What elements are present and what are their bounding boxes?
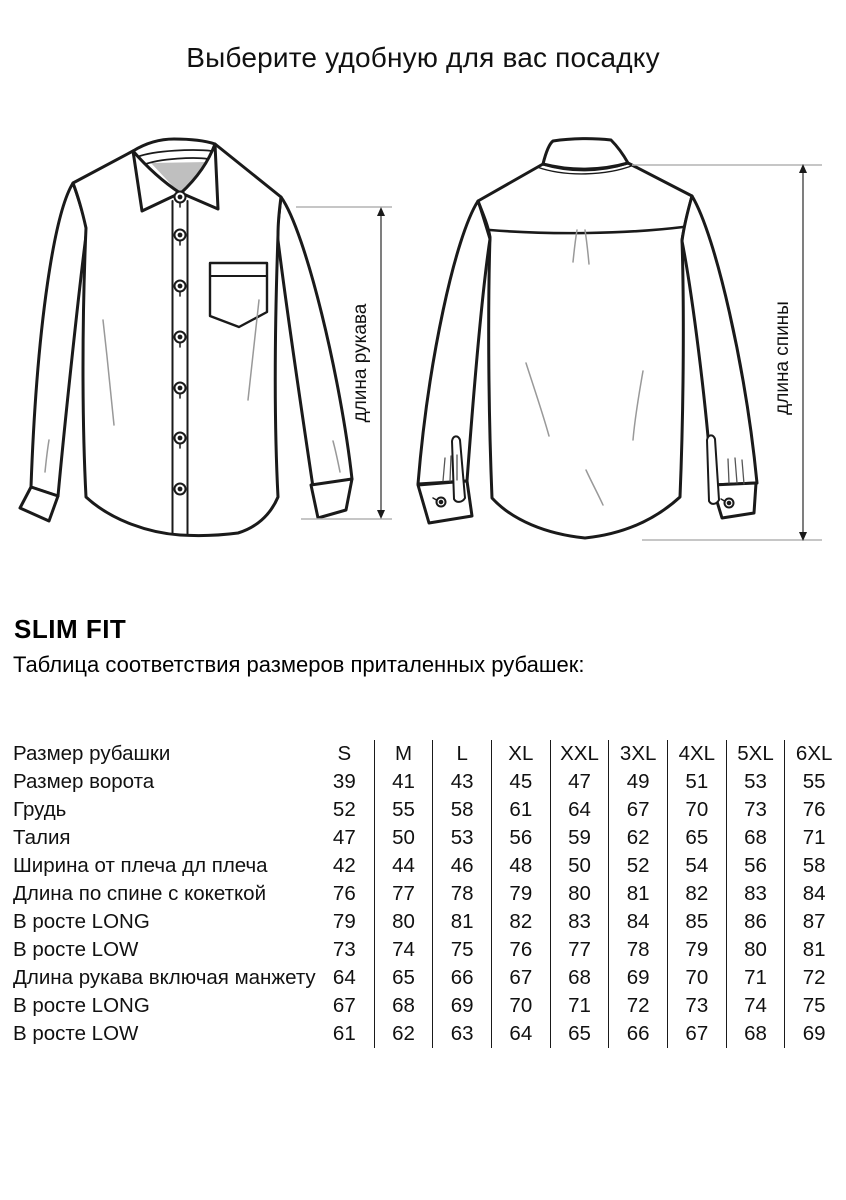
size-cell: 84 [784, 880, 843, 908]
size-cell: 87 [784, 908, 843, 936]
size-cell: 67 [332, 994, 356, 1017]
size-cell: 81 [608, 880, 667, 908]
size-cell: 69 [432, 992, 491, 1020]
table-row [13, 992, 843, 1020]
size-cell: 52 [608, 852, 667, 880]
size-cell: 67 [667, 1020, 726, 1048]
row-label: В росте LONG [13, 910, 150, 933]
size-cell: 67 [491, 964, 550, 992]
size-cell: 62 [608, 824, 667, 852]
size-cell: 53 [726, 768, 785, 796]
size-cell: 59 [550, 824, 609, 852]
size-cell: 69 [608, 964, 667, 992]
sleeve-length-label: длина рукава [350, 303, 371, 423]
table-row [13, 740, 843, 768]
size-cell: 54 [667, 852, 726, 880]
size-cell: 47 [332, 826, 356, 849]
size-cell: 80 [550, 880, 609, 908]
size-cell: 50 [550, 852, 609, 880]
size-cell: 55 [784, 768, 843, 796]
size-cell: 58 [432, 796, 491, 824]
front-right-sleeve [277, 197, 352, 487]
size-cell: 41 [374, 768, 433, 796]
size-cell: 71 [784, 824, 843, 852]
page-title: Выберите удобную для вас посадку [186, 42, 660, 73]
size-cell: 66 [608, 1020, 667, 1048]
table-row [13, 852, 843, 880]
row-label: Размер рубашки [13, 742, 171, 765]
size-cell: 78 [608, 936, 667, 964]
size-cell: 43 [432, 768, 491, 796]
size-cell: 45 [491, 768, 550, 796]
size-cell: 62 [374, 1020, 433, 1048]
table-row [13, 936, 843, 964]
size-cell: 82 [667, 880, 726, 908]
size-cell: 76 [332, 882, 356, 905]
size-cell: 79 [491, 880, 550, 908]
size-cell: 5XL [726, 740, 785, 768]
size-cell: 85 [667, 908, 726, 936]
size-cell: 82 [491, 908, 550, 936]
size-cell: 71 [550, 992, 609, 1020]
size-cell: M [374, 740, 433, 768]
row-label: В росте LOW [13, 938, 139, 961]
size-cell: 74 [726, 992, 785, 1020]
size-cell: 73 [726, 796, 785, 824]
size-cell: 70 [667, 964, 726, 992]
table-row [13, 1020, 843, 1048]
table-row [13, 796, 843, 824]
table-caption: Таблица соответствия размеров приталенных рубашек: [13, 652, 585, 677]
size-cell: 65 [550, 1020, 609, 1048]
size-cell: 75 [432, 936, 491, 964]
size-cell: 3XL [608, 740, 667, 768]
chest-pocket [210, 263, 267, 327]
shirt-back-drawing [418, 139, 757, 538]
size-cell: 70 [667, 796, 726, 824]
table-row [13, 880, 843, 908]
row-label: В росте LONG [13, 994, 150, 1017]
size-cell: 55 [374, 796, 433, 824]
row-label: Размер ворота [13, 770, 155, 793]
size-cell: 75 [784, 992, 843, 1020]
size-cell: 46 [432, 852, 491, 880]
size-cell: 76 [491, 936, 550, 964]
back-body [478, 163, 692, 538]
table-row [13, 964, 843, 992]
back-right-sleeve [682, 196, 757, 485]
table-row [13, 824, 843, 852]
row-label: Грудь [13, 798, 67, 821]
table-row [13, 768, 843, 796]
size-cell: 74 [374, 936, 433, 964]
size-cell: 53 [432, 824, 491, 852]
size-cell: 58 [784, 852, 843, 880]
size-cell: 83 [550, 908, 609, 936]
size-cell: 84 [608, 908, 667, 936]
size-cell: 76 [784, 796, 843, 824]
fit-heading: SLIM FIT [14, 614, 127, 644]
row-label: Длина по спине с кокеткой [13, 882, 267, 905]
size-cell: 49 [608, 768, 667, 796]
size-cell: S [337, 742, 352, 765]
size-cell: 61 [332, 1022, 356, 1045]
size-cell: 52 [332, 798, 356, 821]
row-label: Ширина от плеча дл плеча [13, 854, 268, 877]
size-cell: 50 [374, 824, 433, 852]
size-cell: 72 [784, 964, 843, 992]
size-table [13, 740, 843, 1048]
size-cell: 81 [784, 936, 843, 964]
front-right-cuff [311, 479, 352, 518]
size-cell: 51 [667, 768, 726, 796]
size-cell: 48 [491, 852, 550, 880]
size-cell: 44 [374, 852, 433, 880]
size-cell: XXL [550, 740, 609, 768]
size-cell: 72 [608, 992, 667, 1020]
front-left-sleeve [31, 183, 87, 496]
size-cell: 65 [667, 824, 726, 852]
size-cell: 47 [550, 768, 609, 796]
size-cell: L [432, 740, 491, 768]
size-cell: 42 [332, 854, 356, 877]
size-cell: 61 [491, 796, 550, 824]
size-cell: 83 [726, 880, 785, 908]
size-cell: 71 [726, 964, 785, 992]
size-cell: 68 [374, 992, 433, 1020]
size-cell: 81 [432, 908, 491, 936]
size-cell: 64 [332, 966, 356, 989]
size-cell: 80 [726, 936, 785, 964]
size-cell: 65 [374, 964, 433, 992]
size-cell: 73 [332, 938, 356, 961]
size-cell: 68 [726, 824, 785, 852]
size-cell: XL [491, 740, 550, 768]
shirt-size-diagram [0, 110, 846, 590]
size-cell: 86 [726, 908, 785, 936]
size-cell: 73 [667, 992, 726, 1020]
size-cell: 77 [374, 880, 433, 908]
size-cell: 78 [432, 880, 491, 908]
size-cell: 77 [550, 936, 609, 964]
size-cell: 69 [784, 1020, 843, 1048]
row-label: Длина рукава включая манжету [13, 966, 316, 989]
table-row [13, 908, 843, 936]
size-cell: 66 [432, 964, 491, 992]
size-cell: 56 [726, 852, 785, 880]
size-cell: 67 [608, 796, 667, 824]
size-cell: 6XL [784, 740, 843, 768]
back-collar-stand [543, 139, 628, 170]
size-cell: 64 [550, 796, 609, 824]
row-label: В росте LOW [13, 1022, 139, 1045]
size-cell: 68 [550, 964, 609, 992]
size-cell: 79 [332, 910, 356, 933]
row-label: Талия [13, 826, 71, 849]
size-cell: 64 [491, 1020, 550, 1048]
shirt-front-drawing [20, 139, 352, 536]
size-cell: 80 [374, 908, 433, 936]
size-cell: 68 [726, 1020, 785, 1048]
size-cell: 79 [667, 936, 726, 964]
size-cell: 4XL [667, 740, 726, 768]
back-length-label: длина спины [772, 301, 793, 415]
size-cell: 56 [491, 824, 550, 852]
size-cell: 39 [332, 770, 356, 793]
size-cell: 63 [432, 1020, 491, 1048]
size-cell: 70 [491, 992, 550, 1020]
